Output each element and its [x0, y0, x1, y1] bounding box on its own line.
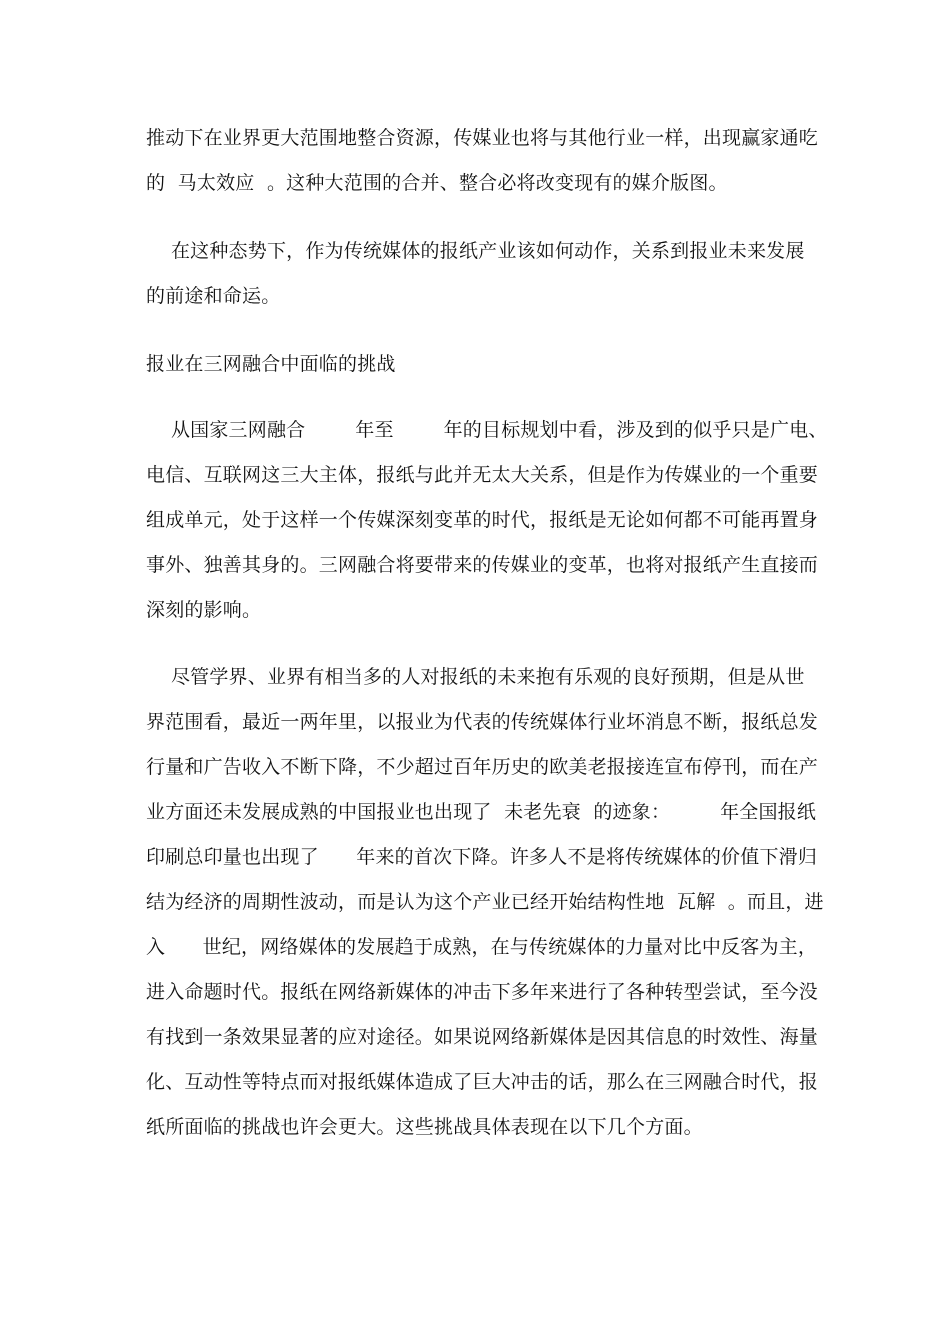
paragraph-3-line-3: 组成单元，处于这样一个传媒深刻变革的时代，报纸是无论如何都不可能再置身: [146, 509, 819, 531]
paragraph-4-line-6: 结为经济的周期性波动，而是认为这个产业已经开始结构性地 瓦解 。而且，进: [146, 891, 824, 913]
paragraph-3-line-5: 深刻的影响。: [146, 599, 262, 621]
paragraph-4-line-5: 印刷总印量也出现了 年来的首次下降。许多人不是将传统媒体的价值下滑归: [146, 846, 818, 868]
paragraph-4-line-7: 入 世纪，网络媒体的发展趋于成熟，在与传统媒体的力量对比中反客为主，: [146, 936, 818, 958]
paragraph-1-line-1: 推动下在业界更大范围地整合资源，传媒业也将与其他行业一样，出现赢家通吃: [146, 127, 819, 149]
paragraph-3-line-1: 从国家三网融合 年至 年的目标规划中看，涉及到的似乎只是广电、: [146, 419, 828, 441]
paragraph-2-line-1: 在这种态势下，作为传统媒体的报纸产业该如何动作，关系到报业未来发展: [146, 240, 805, 262]
paragraph-4-line-3: 行量和广告收入不断下降，不少超过百年历史的欧美老报接连宣布停刊，而在产: [146, 756, 819, 778]
paragraph-4-line-8: 进入命题时代。报纸在网络新媒体的冲击下多年来进行了各种转型尝试，至今没: [146, 981, 819, 1003]
paragraph-3-line-4: 事外、独善其身的。三网融合将要带来的传媒业的变革，也将对报纸产生直接而: [146, 554, 819, 576]
section-heading: 报业在三网融合中面临的挑战: [146, 353, 396, 375]
paragraph-1-line-2: 的 马太效应 。这种大范围的合并、整合必将改变现有的媒介版图。: [146, 172, 728, 194]
paragraph-2-line-2: 的前途和命运。: [146, 285, 281, 307]
paragraph-4-line-2: 界范围看，最近一两年里，以报业为代表的传统媒体行业坏消息不断，报纸总发: [146, 711, 819, 733]
paragraph-4-line-9: 有找到一条效果显著的应对途径。如果说网络新媒体是因其信息的时效性、海量: [146, 1026, 819, 1048]
paragraph-3-line-2: 电信、互联网这三大主体，报纸与此并无太大关系，但是作为传媒业的一个重要: [146, 464, 819, 486]
paragraph-4-line-1: 尽管学界、业界有相当多的人对报纸的未来抱有乐观的良好预期，但是从世: [146, 666, 805, 688]
paragraph-4-line-11: 纸所面临的挑战也许会更大。这些挑战具体表现在以下几个方面。: [146, 1116, 703, 1138]
paragraph-4-line-4: 业方面还未发展成熟的中国报业也出现了 未老先衰 的迹象： 年全国报纸: [146, 801, 817, 823]
paragraph-4-line-10: 化、互动性等特点而对报纸媒体造成了巨大冲击的话，那么在三网融合时代，报: [146, 1071, 819, 1093]
